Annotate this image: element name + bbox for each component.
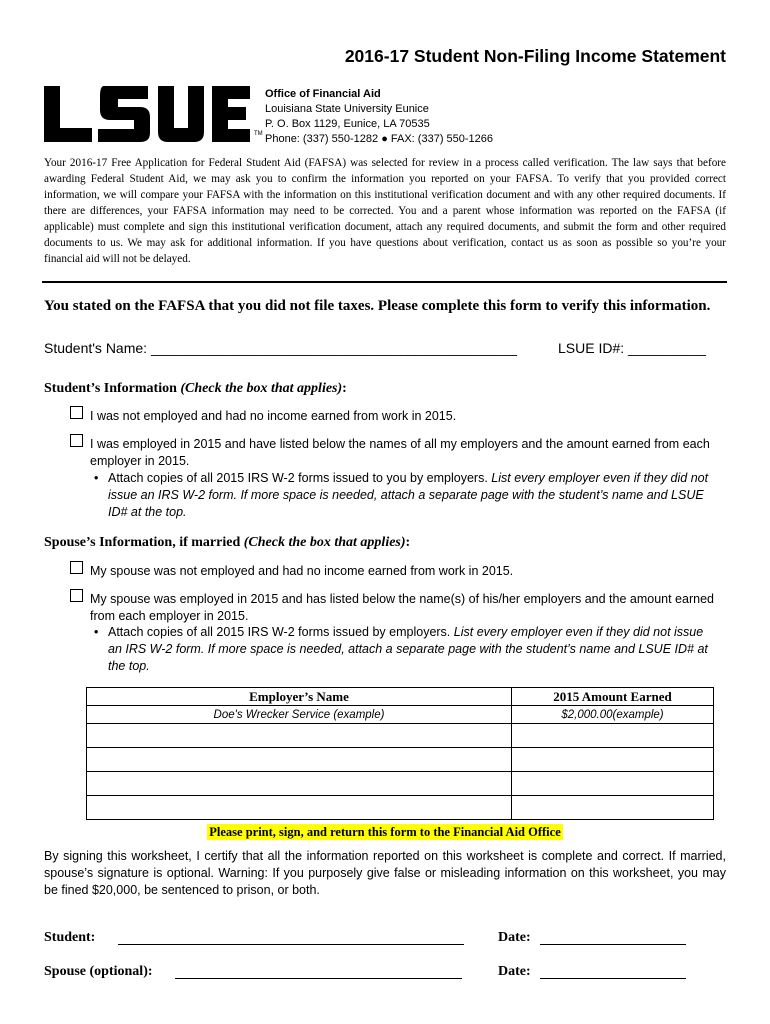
office-name: Office of Financial Aid	[265, 88, 381, 100]
employer-table	[86, 687, 714, 820]
lsue-logo	[42, 84, 252, 144]
trademark-mark: TM	[254, 131, 263, 137]
amount-cell[interactable]	[512, 772, 714, 796]
table-row	[87, 724, 714, 748]
spouse-date-line[interactable]	[540, 978, 686, 979]
amount-cell[interactable]	[512, 724, 714, 748]
student-employed-text: I was employed in 2015 and have listed below the names of all my employers and the amount earned from each employer in 2015.	[90, 437, 710, 468]
student-name-blank[interactable]: _______________________________________________	[150, 340, 517, 356]
spouse-employed-checkbox[interactable]	[70, 589, 83, 602]
bullet-dot: •	[94, 625, 99, 639]
student-w2-instruction: Attach copies of all 2015 IRS W-2 forms issued to you by employers.	[108, 471, 488, 485]
spouse-signature-line[interactable]	[175, 978, 462, 979]
form-title: 2016-17 Student Non-Filing Income Statement	[344, 46, 726, 66]
table-row	[87, 772, 714, 796]
table-row-example	[87, 706, 714, 724]
employer-name-header: Employer’s Name	[87, 688, 512, 706]
spouse-date-label: Date:	[498, 964, 531, 979]
student-w2-note: List every employer even if they did not issue an IRS W-2 form. If more space is needed, attach a separate page with the student’s name and LSUE ID# at the top.	[108, 471, 709, 519]
notice-wrapper	[0, 823, 770, 841]
bullet-dot: •	[94, 471, 99, 485]
spouse-info-heading-text: Spouse’s Information, if married	[44, 535, 241, 550]
student-employed-checkbox[interactable]	[70, 434, 83, 447]
spouse-info-heading-note: (Check the box that applies)	[243, 535, 406, 550]
student-name-field[interactable]	[44, 340, 517, 356]
employer-name-cell[interactable]	[87, 724, 512, 748]
employer-name-cell[interactable]	[87, 772, 512, 796]
amount-cell[interactable]	[512, 748, 714, 772]
student-signature-line[interactable]	[118, 944, 464, 945]
intro-paragraph: Your 2016-17 Free Application for Federal Student Aid (FAFSA) was selected for review in a process called verification. The law says that before awarding Federal Student Aid, we may ask you to confirm the information you reported on your FAFSA. To verify that you provided correct information, we will compare your FAFSA with the information on this institutional verification document and with any other required documents. If there are differences, your FAFSA information may need to be corrected. You and a parent whose information was reported on the FAFSA (if applicable) must complete and sign this institutional verification document, attach any required documents, and submit the form and other required documents to us. We may ask for additional information. If you have questions about verification, contact us as soon as possible so you’re your financial aid will not be delayed.	[44, 157, 726, 265]
return-form-notice: Please print, sign, and return this form to the Financial Aid Office	[209, 825, 561, 839]
employer-name-cell[interactable]	[87, 796, 512, 820]
student-signature-label: Student:	[44, 930, 96, 945]
spouse-not-employed-checkbox[interactable]	[70, 561, 83, 574]
spouse-w2-note: List every employer even if they did not issue an IRS W-2 form. If more space is needed, attach a separate page with the student’s name and LSUE ID# at the top.	[108, 625, 708, 673]
spouse-signature-label: Spouse (optional):	[44, 964, 153, 979]
example-amount: $2,000.00(example)	[512, 706, 714, 724]
spouse-info-heading	[44, 535, 410, 551]
student-info-heading-text: Student’s Information	[44, 381, 177, 396]
spouse-w2-bullet	[94, 624, 718, 675]
spouse-w2-instruction: Attach copies of all 2015 IRS W-2 forms issued by employers.	[108, 625, 451, 639]
student-info-heading-note: (Check the box that applies)	[180, 381, 343, 396]
student-id-field[interactable]	[558, 340, 706, 356]
student-id-label: LSUE ID#:	[558, 340, 625, 356]
student-info-heading	[44, 381, 347, 397]
spouse-not-employed-label: My spouse was not employed and had no income earned from work in 2015.	[90, 564, 514, 578]
section-divider	[42, 281, 727, 283]
student-w2-bullet	[94, 470, 713, 521]
student-date-label: Date:	[498, 930, 531, 945]
student-not-employed-checkbox[interactable]	[70, 406, 83, 419]
amount-cell[interactable]	[512, 796, 714, 820]
student-not-employed-label: I was not employed and had no income earned from work in 2015.	[90, 409, 457, 423]
spouse-employed-label	[90, 591, 720, 625]
student-employed-label	[90, 436, 720, 470]
office-phone-fax: Phone: (337) 550-1282 ● FAX: (337) 550-1266	[265, 133, 494, 145]
example-employer-name: Doe's Wrecker Service (example)	[87, 706, 512, 724]
student-name-label: Student's Name:	[44, 340, 148, 356]
office-address: P. O. Box 1129, Eunice, LA 70535	[265, 118, 430, 130]
table-row	[87, 748, 714, 772]
student-id-blank[interactable]: __________	[628, 340, 706, 356]
instruction-heading: You stated on the FAFSA that you did not file taxes. Please complete this form to verify this information.	[44, 298, 711, 314]
spouse-info-heading-colon: :	[405, 535, 411, 550]
employer-name-cell[interactable]	[87, 748, 512, 772]
employer-table-header	[87, 688, 714, 706]
student-date-line[interactable]	[540, 944, 686, 945]
table-row	[87, 796, 714, 820]
certification-paragraph: By signing this worksheet, I certify that all the information reported on this worksheet is complete and correct. If married, spouse’s signature is optional. Warning: If you purposely give false or misleading information on this worksheet, you may be fined $20,000, be sentenced to prison, or both.	[44, 849, 726, 897]
university-name: Louisiana State University Eunice	[265, 103, 429, 115]
spouse-employed-text: My spouse was employed in 2015 and has listed below the name(s) of his/her employers and the amount earned from each employer in 2015.	[90, 592, 714, 623]
lsue-logo-graphic	[42, 84, 252, 144]
amount-earned-header: 2015 Amount Earned	[512, 688, 714, 706]
office-contact-block	[265, 87, 493, 147]
student-info-heading-colon: :	[342, 381, 347, 396]
